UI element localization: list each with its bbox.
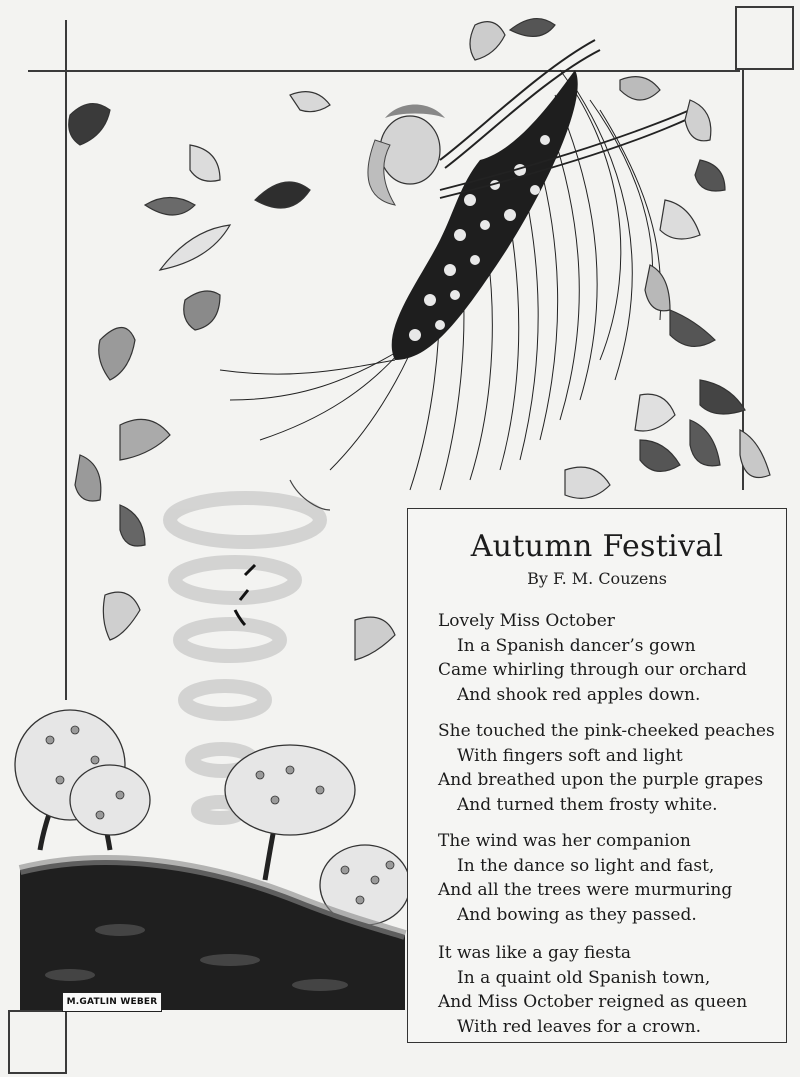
falling-leaf-icon xyxy=(103,592,140,640)
poem-line: And all the trees were murmuring xyxy=(438,880,733,900)
falling-leaf-icon xyxy=(640,440,680,471)
poem-line: And Miss October reigned as queen xyxy=(438,992,748,1012)
poem-line: In a quaint old Spanish town, xyxy=(457,967,711,988)
orchard-tree-icon xyxy=(225,745,355,835)
poem-line: It was like a gay fiesta xyxy=(438,943,632,963)
falling-leaf-icon xyxy=(160,225,230,270)
falling-leaf-icon xyxy=(690,420,720,466)
falling-leaf-icon xyxy=(120,505,145,546)
falling-leaf-icon xyxy=(685,100,711,141)
stanza-4 xyxy=(438,941,783,1039)
poem-title: Autumn Festival xyxy=(470,529,724,564)
falling-leaf-icon xyxy=(190,145,220,181)
poem-line: Came whirling through our orchard xyxy=(438,660,747,680)
falling-leaf-icon xyxy=(670,310,715,346)
falling-leaf-icon xyxy=(184,291,220,330)
falling-leaf-icon xyxy=(660,200,700,239)
poem-line: And turned them frosty white. xyxy=(457,794,718,815)
falling-leaf-icon xyxy=(255,182,310,208)
poem-box xyxy=(407,508,787,1043)
falling-leaf-icon xyxy=(510,19,555,37)
poem-line: In a Spanish dancer’s gown xyxy=(457,635,696,656)
poem-line: With fingers soft and light xyxy=(457,745,683,766)
poem-line: And breathed upon the purple grapes xyxy=(438,770,764,790)
poem-line: Lovely Miss October xyxy=(438,611,615,631)
poem-line: In the dance so light and fast, xyxy=(457,855,715,876)
falling-leaf-icon xyxy=(645,265,670,311)
falling-leaf-icon xyxy=(470,22,505,60)
falling-leaf-icon xyxy=(635,394,675,431)
falling-leaf-icon xyxy=(290,92,330,112)
poem-line: She touched the pink-cheeked peaches xyxy=(438,721,775,741)
falling-leaf-icon xyxy=(355,617,395,660)
falling-leaf-icon xyxy=(740,430,770,478)
falling-leaf-icon xyxy=(69,104,110,145)
falling-leaf-icon xyxy=(99,328,135,381)
falling-leaf-icon xyxy=(695,160,725,191)
falling-leaf-icon xyxy=(565,467,610,498)
poem-line: And bowing as they passed. xyxy=(457,904,697,925)
poem-line: And shook red apples down. xyxy=(457,684,701,705)
falling-leaf-icon xyxy=(145,198,195,216)
artist-signature: M.GATLIN WEBER xyxy=(62,992,162,1012)
stanza-1 xyxy=(438,609,783,707)
poem-line: With red leaves for a crown. xyxy=(457,1016,702,1037)
falling-leaf-icon xyxy=(620,77,660,100)
poem-author: By F. M. Couzens xyxy=(527,569,667,588)
stanza-3 xyxy=(438,829,783,927)
orchard-tree-icon xyxy=(15,710,150,835)
falling-leaf-icon xyxy=(75,455,101,501)
falling-leaf-icon xyxy=(700,380,745,414)
falling-leaf-icon xyxy=(120,419,170,460)
poem-line: The wind was her companion xyxy=(438,831,691,851)
stanza-2 xyxy=(438,719,783,817)
